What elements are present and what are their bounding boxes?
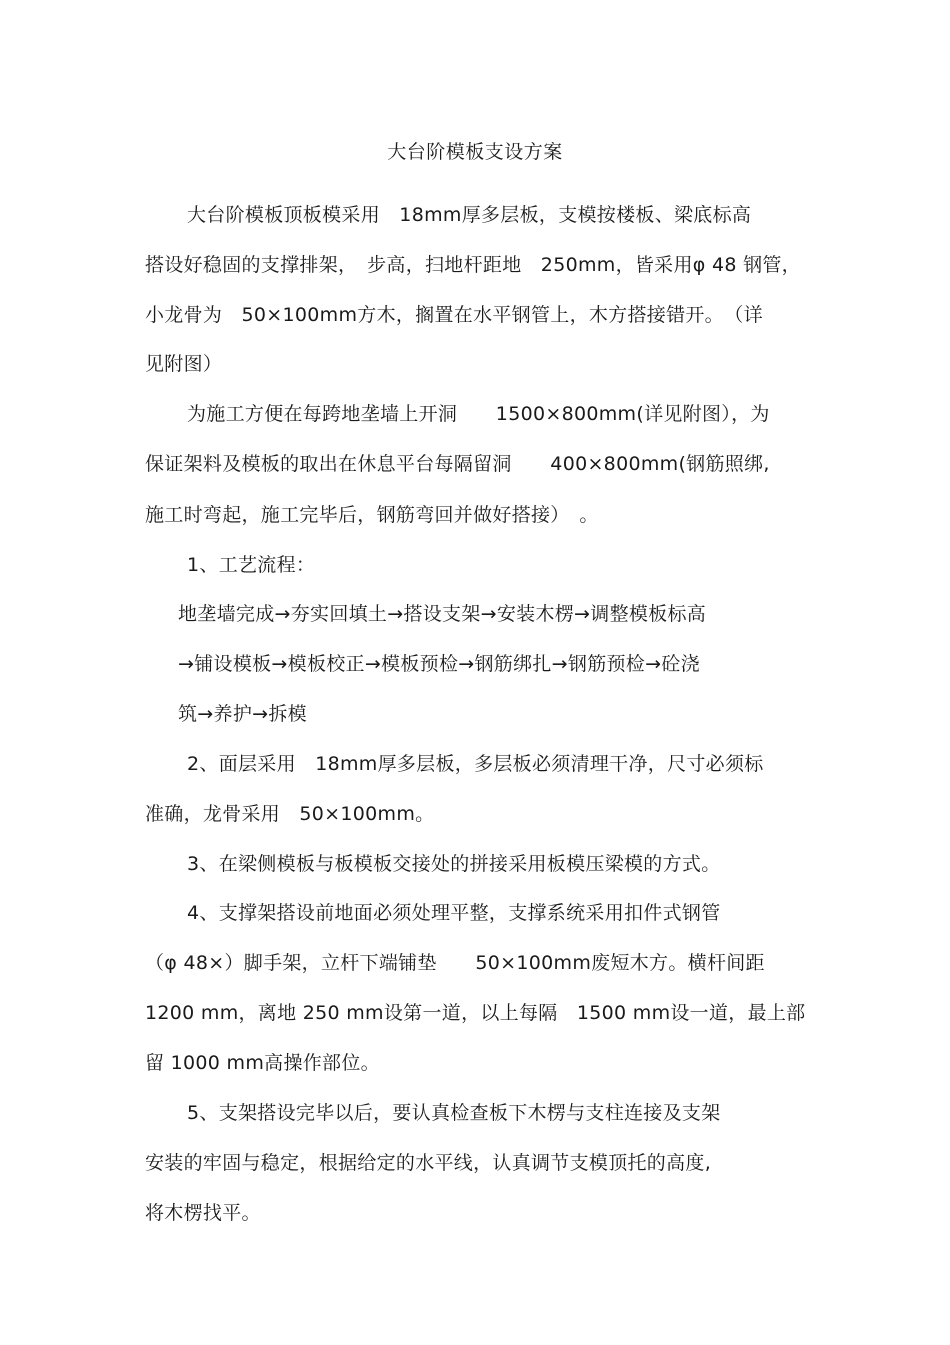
text-line: 将木楞找平。 bbox=[145, 1202, 261, 1224]
text-line: 保证架料及模板的取出在休息平台每隔留洞 400×800mm(钢筋照绑, bbox=[145, 453, 770, 475]
text-line: 为施工方便在每跨地垄墙上开洞 1500×800mm(详见附图），为 bbox=[187, 403, 770, 425]
document-title: 大台阶模板支设方案 bbox=[387, 141, 563, 163]
text-line: 准确，龙骨采用 50×100mm。 bbox=[145, 803, 435, 825]
text-line: （φ 48×）脚手架，立杆下端铺垫 50×100mm废短木方。横杆间距 bbox=[145, 952, 765, 974]
section-heading: 1、工艺流程： bbox=[187, 554, 316, 576]
text-line: 地垄墙完成→夯实回填土→搭设支架→安装木楞→调整模板标高 bbox=[178, 603, 707, 625]
text-line: 4、支撑架搭设前地面必须处理平整，支撑系统采用扣件式钢管 bbox=[187, 902, 721, 924]
text-line: 筑→养护→拆模 bbox=[178, 703, 307, 725]
text-line: 见附图） bbox=[145, 353, 223, 375]
text-line: 安装的牢固与稳定，根据给定的水平线，认真调节支模顶托的高度, bbox=[145, 1152, 712, 1174]
text-line: 大台阶模板顶板模采用 18mm厚多层板，支模按楼板、梁底标高 bbox=[187, 204, 752, 226]
text-line: 施工时弯起，施工完毕后，钢筋弯回并做好搭接） 。 bbox=[145, 504, 599, 526]
text-line: 留 1000 mm高操作部位。 bbox=[145, 1052, 380, 1074]
text-line: →铺设模板→模板校正→模板预检→钢筋绑扎→钢筋预检→砼浇 bbox=[178, 653, 700, 675]
text-line: 3、在梁侧模板与板模板交接处的拼接采用板模压梁模的方式。 bbox=[187, 853, 721, 875]
text-line: 5、支架搭设完毕以后，要认真检查板下木楞与支柱连接及支架 bbox=[187, 1102, 721, 1124]
text-line: 1200 mm，离地 250 mm设第一道，以上每隔 1500 mm设一道，最上部 bbox=[145, 1002, 806, 1024]
text-line: 2、面层采用 18mm厚多层板，多层板必须清理干净，尺寸必须标 bbox=[187, 753, 764, 775]
text-line: 搭设好稳固的支撑排架， 步高，扫地杆距地 250mm，皆采用φ 48 钢管， bbox=[145, 254, 801, 276]
text-line: 小龙骨为 50×100mm方木，搁置在水平钢管上，木方搭接错开。 （详 bbox=[145, 304, 763, 326]
